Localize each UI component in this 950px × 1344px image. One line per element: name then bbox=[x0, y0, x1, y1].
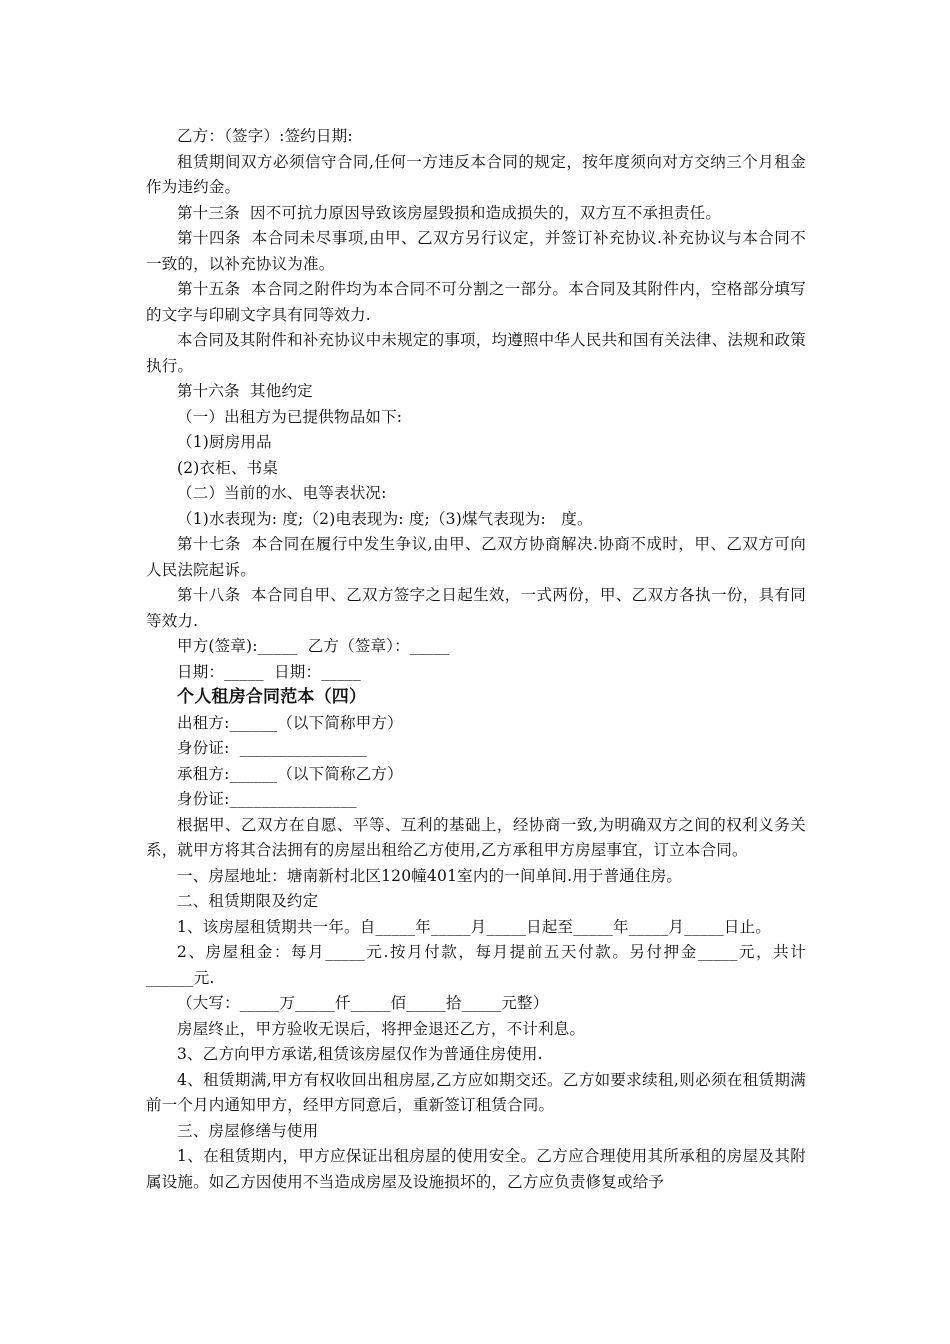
paragraph: （二）当前的水、电等表状况: bbox=[177, 484, 387, 502]
paragraph: 1、在租赁期内，甲方应保证出租房屋的使用安全。乙方应合理使用其所承租的房屋及其附属设施。如乙方因使用不当造成房屋及设施损坏的，乙方应负责修复或给予 bbox=[146, 1147, 806, 1191]
paragraph: 乙方：（签字）:签约日期: bbox=[177, 127, 353, 145]
paragraph: 第十七条 本合同在履行中发生争议,由甲、乙双方协商解决.协商不成时，甲、乙双方可向人民法院起诉。 bbox=[146, 535, 806, 579]
paragraph: （1)厨房用品 bbox=[177, 433, 272, 451]
paragraph: 3、乙方向甲方承诺,租赁该房屋仅作为普通住房使用. bbox=[177, 1045, 543, 1063]
paragraph: 第十三条 因不可抗力原因导致该房屋毁损和造成损失的，双方互不承担责任。 bbox=[177, 203, 722, 222]
paragraph: 一、房屋地址：塘南新村北区120幢401室内的一间单间.用于普通住房。 bbox=[177, 866, 683, 885]
paragraph: 出租方:______（以下简称甲方） bbox=[177, 713, 403, 732]
paragraph: （1)水表现为: 度;（2)电表现为: 度;（3)煤气表现为: 度。 bbox=[177, 509, 593, 528]
paragraph: 第十八条 本合同自甲、乙双方签字之日起生效，一式两份，甲、乙双方各执一份，具有同等效力. bbox=[146, 586, 806, 630]
paragraph: 第十五条 本合同之附件均为本合同不可分割之一部分。本合同及其附件内，空格部分填写的文字与印刷文字具有同等效力. bbox=[146, 280, 806, 324]
paragraph: 4、租赁期满,甲方有权收回出租房屋,乙方应如期交还。乙方如要求续租,则必须在租赁期满前一个月内通知甲方，经甲方同意后，重新签订租赁合同。 bbox=[146, 1070, 806, 1114]
paragraph: 根据甲、乙双方在自愿、平等、互利的基础上，经协商一致,为明确双方之间的权利义务关系，就甲方将其合法拥有的房屋出租给乙方使用,乙方承租甲方房屋事宜，订立本合同。 bbox=[146, 815, 806, 859]
paragraph: 第十四条 本合同未尽事项,由甲、乙双方另行议定，并签订补充协议.补充协议与本合同不一致的，以补充协议为准。 bbox=[146, 229, 806, 273]
paragraph: 1、该房屋租赁期共一年。自_____年_____月_____日起至_____年_____月_____日止。 bbox=[177, 917, 771, 936]
paragraph: 三、房屋修缮与使用 bbox=[177, 1121, 319, 1140]
paragraph: 身份证: ________________ bbox=[177, 739, 367, 757]
signature-line: 甲方(签章):_____ 乙方（签章）：_____ bbox=[177, 637, 450, 655]
paragraph: 承租方:______（以下简称乙方） bbox=[177, 764, 403, 783]
paragraph: 二、租赁期限及约定 bbox=[177, 892, 319, 910]
paragraph: 租赁期间双方必须信守合同,任何一方违反本合同的规定，按年度须向对方交纳三个月租金作为违约金。 bbox=[146, 152, 806, 196]
paragraph: 第十六条 其他约定 bbox=[177, 382, 313, 400]
paragraph: （大写：_____万_____仟_____佰_____拾_____元整） bbox=[177, 994, 549, 1012]
document-body bbox=[146, 124, 806, 1195]
paragraph: 房屋终止，甲方验收无误后，将押金退还乙方，不计利息。 bbox=[177, 1019, 586, 1038]
date-line: 日期：_____ 日期：_____ bbox=[177, 662, 361, 681]
paragraph: 本合同及其附件和补充协议中未规定的事项，均遵照中华人民共和国有关法律、法规和政策执行。 bbox=[146, 331, 806, 375]
paragraph: (2)衣柜、书桌 bbox=[177, 458, 279, 477]
paragraph: （一）出租方为已提供物品如下: bbox=[177, 407, 403, 426]
paragraph: 2、房屋租金：每月_____元.按月付款，每月提前五天付款。另付押金_____元，共计______元. bbox=[146, 943, 806, 987]
section-heading: 个人租房合同范本（四） bbox=[177, 687, 367, 707]
paragraph: 身份证:________________ bbox=[177, 790, 357, 808]
